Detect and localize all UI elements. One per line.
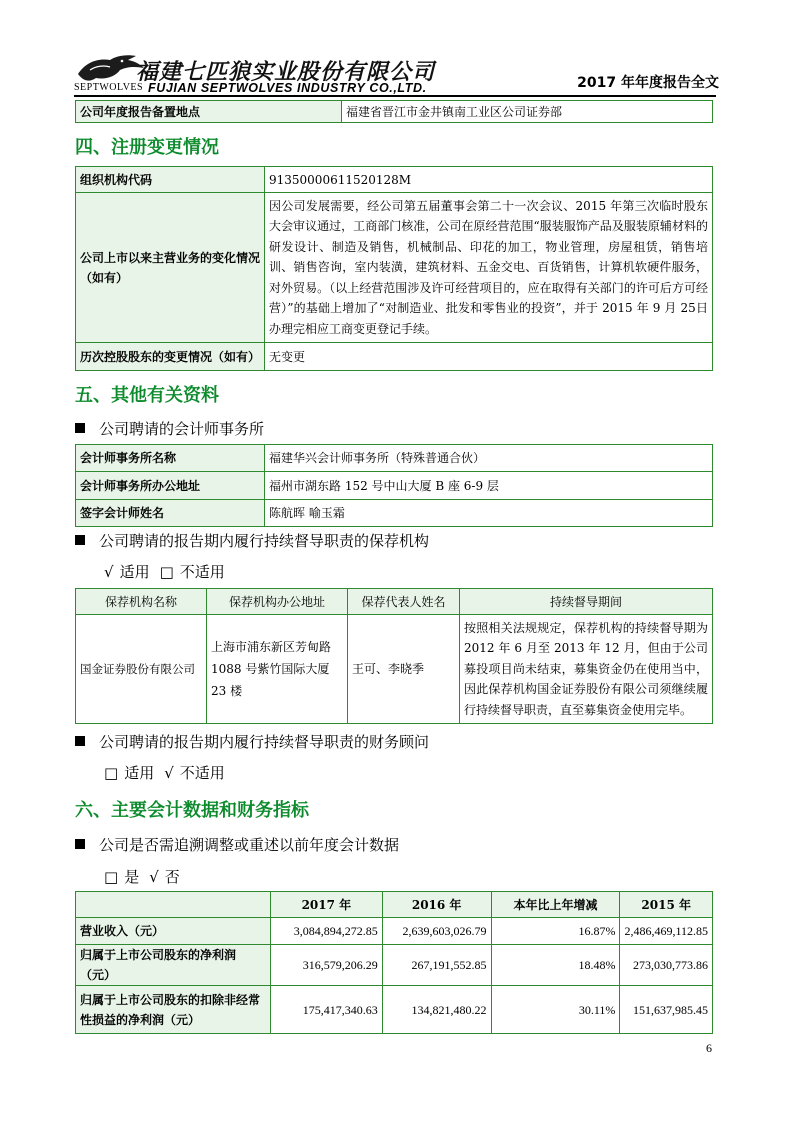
fin-row-label: 归属于上市公司股东的净利润（元） — [76, 945, 271, 986]
fin-cell: 16.87% — [491, 918, 620, 945]
fin-row-label: 营业收入（元） — [76, 918, 271, 945]
sponsor-heading: 公司聘请的报告期内履行持续督导职责的保荐机构 — [75, 530, 429, 551]
fin-cell: 316,579,206.29 — [271, 945, 383, 986]
restate-heading: 公司是否需追溯调整或重述以前年度会计数据 — [75, 834, 399, 855]
checkbox-empty-icon: □ — [159, 563, 174, 581]
fin-cell: 3,084,894,272.85 — [271, 918, 383, 945]
checkbox-empty-icon: □ — [104, 764, 119, 782]
fin-cell: 18.48% — [491, 945, 620, 986]
fin-header-2015: 2015 年 — [620, 892, 713, 918]
accountant-name-value: 福建华兴会计师事务所（特殊普通合伙） — [265, 445, 713, 472]
fin-header-change: 本年比上年增减 — [491, 892, 620, 918]
accountant-address-label: 会计师事务所办公地址 — [76, 472, 265, 500]
fin-cell: 175,417,340.63 — [271, 986, 383, 1034]
company-name-en: FUJIAN SEPTWOLVES INDUSTRY CO.,LTD. — [148, 81, 427, 95]
checkmark-icon: √ — [104, 563, 114, 581]
fin-cell: 2,639,603,026.79 — [382, 918, 491, 945]
accountant-name-label: 会计师事务所名称 — [76, 445, 265, 472]
filing-value: 福建省晋江市金井镇南工业区公司证券部 — [342, 101, 713, 123]
fin-header-2017: 2017 年 — [271, 892, 383, 918]
fin-cell: 2,486,469,112.85 — [620, 918, 713, 945]
accountant-table — [75, 444, 713, 527]
bullet-square-icon — [75, 736, 85, 746]
filing-label: 公司年度报告备置地点 — [76, 101, 342, 123]
sponsor-header-period: 持续督导期间 — [460, 589, 713, 615]
fin-cell: 151,637,985.45 — [620, 986, 713, 1034]
fin-row-label: 归属于上市公司股东的扣除非经常性损益的净利润（元） — [76, 986, 271, 1034]
section-4-title: 四、注册变更情况 — [75, 137, 219, 158]
bullet-square-icon — [75, 839, 85, 849]
sponsor-name: 国金证券股份有限公司 — [76, 615, 207, 724]
page-number: 6 — [706, 1041, 712, 1055]
fin-cell: 30.11% — [491, 986, 620, 1034]
checkbox-empty-icon: □ — [104, 868, 119, 886]
org-code-label: 组织机构代码 — [76, 167, 265, 193]
logo-wordmark: SEPTWOLVES — [74, 82, 144, 93]
report-title: 2017 年年度报告全文 — [577, 75, 719, 91]
controlling-shareholder-label: 历次控股股东的变更情况（如有） — [76, 343, 265, 371]
accountant-heading: 公司聘请的会计师事务所 — [75, 418, 264, 439]
company-name-cn: 福建七匹狼实业股份有限公司 — [136, 60, 436, 85]
sponsor-header-reps: 保荐代表人姓名 — [348, 589, 460, 615]
signing-accountant-value: 陈航晖 喻玉霜 — [265, 500, 713, 527]
advisor-heading: 公司聘请的报告期内履行持续督导职责的财务顾问 — [75, 731, 429, 752]
org-code-value: 91350000611520128M — [265, 167, 713, 193]
sponsor-address: 上海市浦东新区芳甸路 1088 号紫竹国际大厦 23 楼 — [207, 615, 348, 724]
business-change-label: 公司上市以来主营业务的变化情况（如有） — [76, 193, 265, 343]
section-5-title: 五、其他有关资料 — [75, 385, 219, 406]
signing-accountant-label: 签字会计师姓名 — [76, 500, 265, 527]
sponsor-table — [75, 588, 713, 724]
fin-header-2016: 2016 年 — [382, 892, 491, 918]
bullet-square-icon — [75, 535, 85, 545]
advisor-applicability: □ 适用 √ 不适用 — [104, 764, 225, 782]
financial-table — [75, 891, 713, 1034]
section-6-title: 六、主要会计数据和财务指标 — [75, 800, 309, 821]
header-divider — [74, 95, 716, 97]
fin-cell: 273,030,773.86 — [620, 945, 713, 986]
filing-table — [75, 100, 713, 123]
restate-options: □ 是 √ 否 — [104, 868, 180, 886]
controlling-shareholder-value: 无变更 — [265, 343, 713, 371]
sponsor-header-name: 保荐机构名称 — [76, 589, 207, 615]
checkmark-icon: √ — [164, 764, 174, 782]
sponsor-applicability: √ 适用 □ 不适用 — [104, 563, 225, 581]
sponsor-period: 按照相关法规规定，保荐机构的持续督导期为 2012 年 6 月至 2013 年 12 月，但由于公司募投项目尚未结束，募集资金仍在使用当中，因此保荐机构国金证券股份有限公司须继续履行持续督导职责，直至募集资金使用完毕。 — [460, 615, 713, 724]
checkmark-icon: √ — [149, 868, 159, 886]
fin-header-blank — [76, 892, 271, 918]
accountant-address-value: 福州市湖东路 152 号中山大厦 B 座 6-9 层 — [265, 472, 713, 500]
fin-cell: 134,821,480.22 — [382, 986, 491, 1034]
sponsor-header-address: 保荐机构办公地址 — [207, 589, 348, 615]
business-change-value: 因公司发展需要，经公司第五届董事会第二十一次会议、2015 年第三次临时股东大会审议通过，工商部门核准，公司在原经营范围“服装服饰产品及服装原辅材料的研发设计、制造及销售，机械制品、印花的加工，物业管理，房屋租赁，销售培训、销售咨询，室内装潢，建筑材料、五金交电、百货销售，计算机软硬件服务，对外贸易。（以上经营范围涉及许可经营项目的，应在取得有关部门的许可后方可经营）”的基础上增加了“对制造业、批发和零售业的投资”，并于 2015 年 9 月 25日办理完相应工商变更登记手续。 — [265, 193, 713, 343]
bullet-square-icon — [75, 423, 85, 433]
fin-cell: 267,191,552.85 — [382, 945, 491, 986]
sponsor-reps: 王可、李晓季 — [348, 615, 460, 724]
registration-table — [75, 166, 713, 371]
